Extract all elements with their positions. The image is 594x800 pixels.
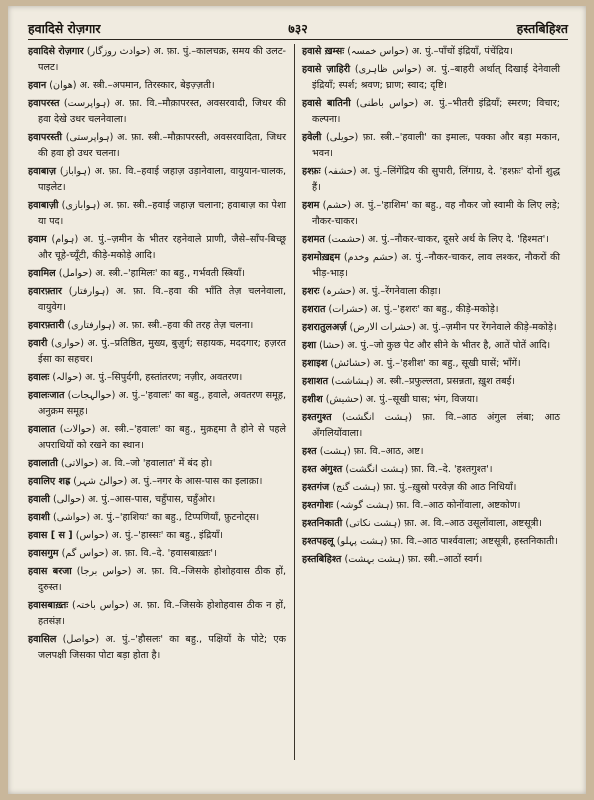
entry-definition: (حشفہ) अ. पुं.–लिंगेंद्रिय की सुपारी, लिंगाग्र, दे. 'हश्फ़ः' दोनों शुद्ध हैं। (312, 166, 561, 193)
entry-definition: (حواس گم) अ. फ़ा. वि.–दे. 'हवासबाख़्तः'। (58, 548, 217, 559)
entry-definition: (ہشت پہلو) फ़ा. वि.–आठ पार्श्ववाला; अष्टसूत्री, हस्तनिकाती। (333, 536, 558, 547)
entry-definition: (حویلی) फ़ा. स्त्री.–'हवाली' का इमालः, पक्का और बड़ा मकान, भवन। (312, 132, 561, 159)
entry-definition: (حواس باختہ) अ. फ़ा. वि.–जिसके होशोहवास ठीक न हों, हतसंज्ञ। (38, 600, 287, 627)
dictionary-entry (302, 374, 560, 390)
dictionary-entry (302, 44, 560, 60)
dictionary-entry (28, 198, 286, 230)
entry-headword: हवापरस्त (28, 98, 60, 109)
entry-definition: (حواس برجا) अ. फ़ा. वि.–जिसके होशोहवास ठीक हों, दुरुस्त। (38, 566, 287, 593)
dictionary-entry (302, 198, 560, 230)
dictionary-entry (302, 232, 560, 248)
entry-headword: हवामिल (28, 268, 56, 279)
entry-definition: (ہوابازی) अ. फ़ा. स्त्री.–हवाई जहाज़ चलाना; हवाबाज़ का पेशा या पद। (38, 200, 286, 227)
dictionary-entry (28, 474, 286, 490)
dictionary-entry (302, 96, 560, 128)
entry-definition: (ہشت انگشت) फ़ा. वि.–आठ अंगुल लंबा; आठ अँगलियोंवाला। (312, 412, 561, 439)
entry-definition: (حشرہ) अ. पुं.–रेंगनेवाला कीड़ा। (319, 286, 441, 297)
entry-headword: हशमत (302, 234, 325, 245)
entry-headword: हशम (302, 200, 320, 211)
entry-headword: हवारी (28, 338, 48, 349)
entry-headword: हवालाती (28, 458, 58, 469)
dictionary-entry (302, 130, 560, 162)
entry-headword: हवास बरजा (28, 566, 72, 577)
dictionary-entry (28, 510, 286, 526)
dictionary-page (8, 6, 586, 794)
dictionary-entry (302, 320, 560, 336)
left-column (28, 44, 286, 666)
dictionary-entry (28, 164, 286, 196)
entry-definition: (ہشاشت) अ. स्त्री.–प्रफुल्लता, प्रसन्नता, ख़ुश तबई। (328, 376, 515, 387)
dictionary-entry (28, 266, 286, 282)
entry-headword: हशरः (302, 286, 320, 297)
entry-headword: हश्तगोशः (302, 500, 333, 511)
entry-definition: (حشم) अ. पुं.–'हाशिम' का बहु., वह नौकर जो स्वामी के लिए लड़े; नौकर-चाकर। (312, 200, 560, 227)
entry-headword: हश्तगंज (302, 482, 330, 493)
dictionary-entry (302, 516, 560, 532)
entry-definition: (ہواباز) अ. फ़ा. वि.–हवाई जहाज़ उड़ानेवाला, वायुयान-चालक, पाइलेट। (38, 166, 286, 193)
entry-headword: हवाबाज़ी (28, 200, 59, 211)
right-column (302, 44, 560, 570)
entry-definition: (ہشت گنج) फ़ा. पुं.–ख़ुस्रो परवेज़ की आठ निधियाँ। (329, 482, 517, 493)
dictionary-entry (28, 546, 286, 562)
entry-definition: (حشمت) अ. पुं.–नौकर-चाकर, दूसरे अर्थ के लिए दे. 'हिश्मत'। (324, 234, 549, 245)
entry-headword: हवासे ज़ाहिरी (302, 64, 351, 75)
entry-headword: हवासिल (28, 634, 57, 645)
entry-headword: हवाबाज़ (28, 166, 56, 177)
dictionary-entry (28, 422, 286, 454)
entry-definition: (ہشت) फ़ा. वि.–आठ, अष्ट। (316, 446, 424, 457)
entry-headword: हशीश (302, 394, 323, 405)
dictionary-entry (302, 552, 560, 568)
dictionary-entry (302, 498, 560, 514)
entry-definition: (حوامل) अ. स्त्री.–'हामिलः' का बहु., गर्भवती स्त्रियाँ। (55, 268, 245, 279)
entry-headword: हशरात (302, 304, 326, 315)
dictionary-entry (302, 444, 560, 460)
entry-headword: हवालिए शह्र (28, 476, 71, 487)
entry-headword: हशा (302, 340, 317, 351)
dictionary-entry (28, 44, 286, 76)
dictionary-entry (28, 456, 286, 472)
entry-headword: हश्तगुश्त (302, 412, 332, 423)
dictionary-entry (302, 250, 560, 282)
header-left-guideword: हवादिसे रोज़गार (28, 21, 101, 36)
entry-definition: (ہوارفتار) अ. फ़ा. वि.–हवा की भाँति तेज़ चलनेवाला, वायुवेग। (38, 286, 286, 313)
dictionary-entry (302, 534, 560, 550)
entry-headword: हश्फ़ः (302, 166, 321, 177)
entry-headword: हवालात (28, 424, 56, 435)
dictionary-entry (302, 62, 560, 94)
entry-headword: हश्त अंगुश्त (302, 464, 343, 475)
entry-headword: हवापरस्ती (28, 132, 62, 143)
dictionary-entry (302, 338, 560, 354)
dictionary-entry (28, 528, 286, 544)
dictionary-entry (28, 598, 286, 630)
entry-definition: (هوان) अ. स्त्री.–अपमान, तिरस्कार, बेइज़्ज़ती। (46, 80, 215, 91)
entry-definition: (حواری) अ. पुं.–प्रतिष्ठित, मुख्य, बुज़ुर्ग; सहायक, मददगार; हज़रत ईसा का सहचर। (38, 338, 286, 365)
entry-definition: (ہشت بہشت) फ़ा. स्त्री.–आठों स्वर्ग। (341, 554, 483, 565)
entry-definition: (حواس) अ. पुं.–'हास्सः' का बहु., इंद्रियाँ। (72, 530, 224, 541)
dictionary-entry (28, 78, 286, 94)
entry-headword: हवासगुम (28, 548, 59, 559)
entry-headword: हस्तबिहिश्त (302, 554, 342, 565)
dictionary-entry (28, 370, 286, 386)
entry-headword: हशाइश (302, 358, 328, 369)
entry-definition: (ہوام) अ. पुं.–ज़मीन के भीतर रहनेवाले प्राणी, जैसे–साँप-बिच्छू और चूहे-च्यूँटी, कीड़े-मकोड़े आदि। (38, 234, 287, 261)
dictionary-entry (28, 492, 286, 508)
entry-headword: हवादिसे रोज़गार (28, 46, 84, 57)
entry-definition: (حواس باطنی) अ. पुं.–भीतरी इंद्रियाँ; स्मरण; विचार; कल्पना। (312, 98, 561, 125)
dictionary-entry (302, 410, 560, 442)
entry-definition: (حوالات) अ. स्त्री.–'हवालः' का बहु., मुक़द्दमा तै होने से पहले अपराधियों को रखने का स्थान। (38, 424, 286, 451)
entry-definition: (حواس خمسہ) अ. पुं.–पाँचों इंद्रियाँ, पंचेंद्रिय। (344, 46, 513, 57)
entry-headword: हवालःजात (28, 390, 65, 401)
entry-definition: (ہوارفتاری) अ. फ़ा. स्त्री.–हवा की तरह तेज़ चलना। (64, 320, 254, 331)
entry-headword: हश्तपहलू (302, 536, 334, 547)
entry-headword: हवासबाख़्तः (28, 600, 69, 611)
entry-definition: (حواس ظاہری) अ. पुं.–बाहरी अर्थात् दिखाई देनेवाली इंद्रियाँ; स्पर्श; श्रवण; घ्राण; स्वाद; दृष्टि। (312, 64, 560, 91)
entry-headword: हश्तनिकाती (302, 518, 343, 529)
dictionary-entry (302, 480, 560, 496)
header-rule (28, 39, 568, 40)
entry-definition: (حشا) अ. पुं.–जो कुछ पेट और सीने के भीतर है, आतें पोतें आदि। (316, 340, 551, 351)
dictionary-entry (28, 336, 286, 368)
entry-headword: हवारफ़्तार (28, 286, 62, 297)
dictionary-entry (28, 388, 286, 420)
dictionary-entry (302, 356, 560, 372)
entry-definition: (حواشی) अ. पुं.–'हाशियः' का बहु., टिप्पणियाँ, फ़ुटनोट्स। (49, 512, 260, 523)
entry-definition: (حشم وخدم) अ. पुं.–नौकर-चाकर, लाव लश्कर, नौकरों की भीड़-भाड़। (312, 252, 560, 279)
entry-definition: (ہشت نکاتی) फ़ा. अ. वि.–आठ उसूलोंवाला, अष्टसूत्री। (342, 518, 543, 529)
entry-headword: हवारफ़्तारी (28, 320, 65, 331)
dictionary-entry (28, 130, 286, 162)
entry-definition: (حشرات) अ. पुं.–'हशरः' का बहु., कीड़े-मकोड़े। (325, 304, 499, 315)
dictionary-entry (302, 302, 560, 318)
entry-headword: हवासे ख़म्सः (302, 46, 345, 57)
entry-headword: हवासे बातिनी (302, 98, 351, 109)
entry-headword: हवाम (28, 234, 47, 245)
dictionary-entry (302, 462, 560, 478)
dictionary-entry (302, 392, 560, 408)
entry-headword: हशाशत (302, 376, 329, 387)
entry-definition: (ہشت گوشہ) फ़ा. वि.–आठ कोनोंवाला, अष्टकोण। (333, 500, 521, 511)
entry-headword: हवाली (28, 494, 50, 505)
page-header (28, 20, 568, 38)
entry-definition: (حوالہجات) अ. पुं.–'हवालः' का बहु., हवाले, अवतरण समूह, अनुक्रम समूह। (38, 390, 286, 417)
dictionary-entry (28, 284, 286, 316)
dictionary-entry (28, 632, 286, 664)
dictionary-entry (302, 284, 560, 300)
page-number: ७३२ (288, 21, 308, 36)
entry-headword: हशमोख़द्दम (302, 252, 341, 263)
entry-headword: हशरातुलअर्ज़ (302, 322, 347, 333)
entry-definition: (حوالاتی) अ. वि.–जो 'हवालात' में बंद हो। (57, 458, 213, 469)
entry-headword: हवालः (28, 372, 50, 383)
entry-definition: (حشائش) अ. पुं.–'हशीश' का बहु., सूखी घासें; भाँगें। (327, 358, 521, 369)
entry-headword: हवेली (302, 132, 322, 143)
dictionary-entry (28, 564, 286, 596)
entry-definition: (ہشت انگشت) फ़ा. वि.–दे. 'हश्तगुश्त'। (342, 464, 493, 475)
header-right-guideword: हस्तबिहिश्त (516, 21, 568, 36)
dictionary-entry (28, 232, 286, 264)
entry-definition: (حوالی) अ. पुं.–आस-पास, चहुँपास, चहुँओर। (49, 494, 216, 505)
dictionary-entry (28, 318, 286, 334)
entry-definition: (حوادث روزگار) अ. फ़ा. पुं.–कालचक्र, समय की उलट-पलट। (38, 46, 287, 73)
column-divider (294, 44, 295, 760)
entry-headword: हवाशी (28, 512, 50, 523)
entry-definition: (حشرات الارض) अ. पुं.–ज़मीन पर रेंगनेवाले कीड़े-मकोड़े। (346, 322, 557, 333)
entry-headword: हवास [ स ] (28, 530, 73, 541)
entry-headword: हश्त (302, 446, 317, 457)
entry-headword: हवान (28, 80, 47, 91)
entry-definition: (حواصل) अ. पुं.–'हौसलः' का बहु., पक्षियों के पोटे; एक जलपक्षी जिसका पोटा बड़ा होता है। (38, 634, 286, 661)
entry-definition: (حوالیٔ شہر) अ. पुं.–नगर के आस-पास का इलाक़ा। (70, 476, 263, 487)
entry-definition: (حوالہ) अ. पुं.–सिपुर्दगी, हस्तांतरण; नज़ीर, अवतरण। (49, 372, 243, 383)
entry-definition: (حشیش) अ. पुं.–सूखी घास; भंग, विजया। (322, 394, 479, 405)
entry-definition: (ہواپرست) अ. फ़ा. वि.–मौक़ापरस्त, अवसरवादी, जिधर की हवा देखे उधर चलनेवाला। (38, 98, 286, 125)
dictionary-entry (28, 96, 286, 128)
entry-definition: (ہواپرستی) अ. फ़ा. स्त्री.–मौक़ापरस्ती, अवसरवादिता, जिधर की हवा हो उधर चलना। (38, 132, 286, 159)
dictionary-entry (302, 164, 560, 196)
